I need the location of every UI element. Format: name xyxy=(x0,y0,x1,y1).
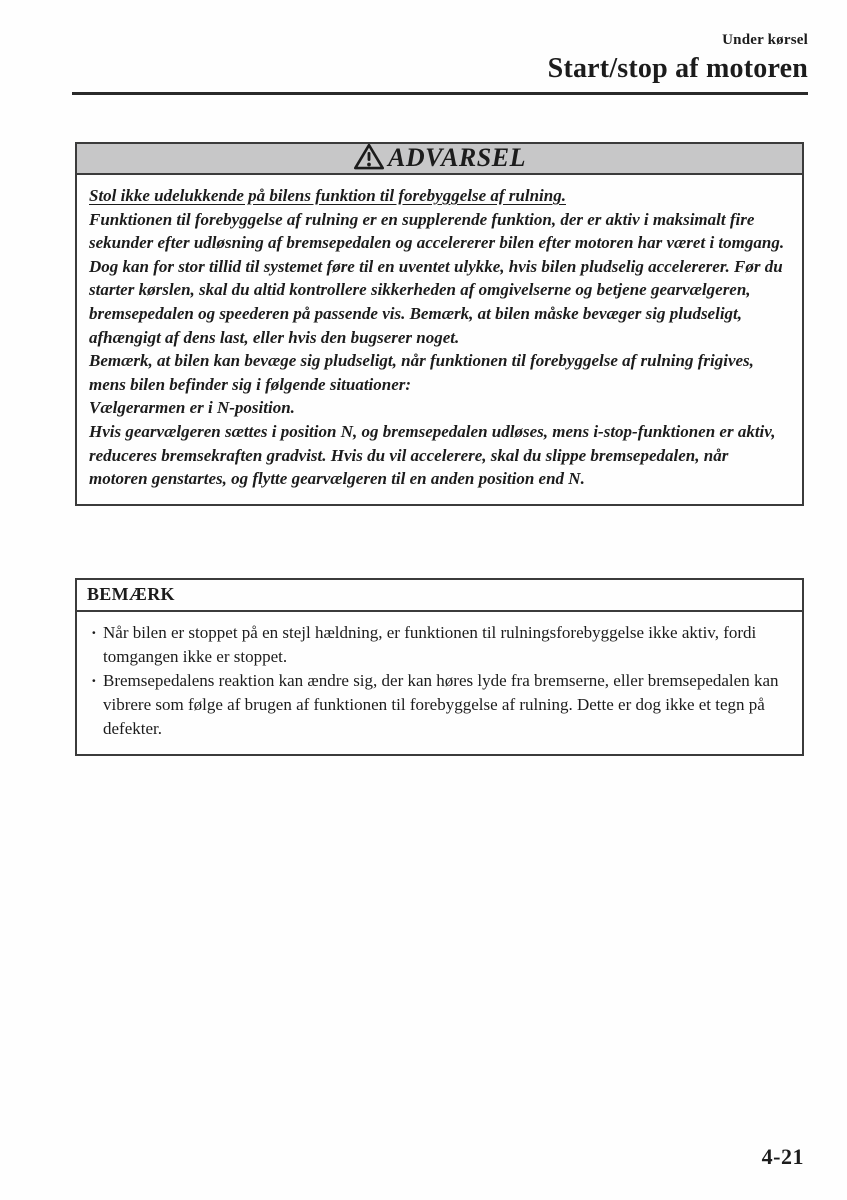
warning-triangle-icon xyxy=(353,142,385,176)
warning-box-header xyxy=(77,144,802,175)
note-box-title: BEMÆRK xyxy=(77,580,802,612)
bullet-marker: · xyxy=(91,623,97,642)
header-rule xyxy=(72,92,808,95)
warning-box xyxy=(75,142,804,506)
note-box xyxy=(75,578,804,756)
warning-paragraph: Funktionen til forebyggelse af rulning er en supplerende funktion, der er aktiv i maksimalt fire sekunder efter udløsning af bremsepedalen og accelererer bilen efter motoren har været i tomgang. Dog kan for stor tillid til systemet føre til en uventet ulykke, hvis bilen pludselig accelererer. Før du starter kørslen, skal du altid kontrollere sikkerheden af omgivelserne og betjene gearvælgeren, bremsepedalen og speederen på passende vis. Bemærk, at bilen måske bevæger sig pludseligt, afhængigt af dens last, eller hvis den bugserer noget. xyxy=(89,209,785,347)
section-label: Under kørsel xyxy=(722,32,808,48)
page-header xyxy=(72,30,808,95)
page-number: 4-21 xyxy=(761,1144,804,1169)
warning-paragraph: Bemærk, at bilen kan bevæge sig pludseligt, når funktionen til forebyggelse af rulning frigives, mens bilen befinder sig i følgende situationer: xyxy=(89,351,754,394)
bullet-marker: · xyxy=(91,671,97,690)
warning-title: ADVARSEL xyxy=(388,142,526,172)
warning-paragraph: Stol ikke udelukkende på bilens funktion til forebyggelse af rulning. xyxy=(89,186,566,205)
note-item-text: Når bilen er stoppet på en stejl hældning, er funktionen til rulningsforebyggelse ikke aktiv, fordi tomgangen ikke er stoppet. xyxy=(103,623,757,666)
list-item xyxy=(91,621,788,669)
warning-paragraph: Vælgerarmen er i N-position. xyxy=(89,398,295,418)
page-title: Start/stop af motoren xyxy=(547,53,808,84)
list-item xyxy=(91,669,788,741)
note-item-text: Bremsepedalens reaktion kan ændre sig, der kan høres lyde fra bremserne, eller bremsepedalen kan vibrere som følge af brugen af funktionen til forebyggelse af rulning. Dette er dog ikke et tegn på defekter. xyxy=(103,671,779,738)
note-box-body xyxy=(77,612,802,754)
warning-paragraph: Hvis gearvælgeren sættes i position N, og bremsepedalen udløses, mens i-stop-funktionen er aktiv, reduceres bremsekraften gradvist. Hvis du vil accelerere, skal du slippe bremsepedalen, når motoren genstartes, og flytte gearvælgeren til en anden position end N. xyxy=(89,421,776,489)
warning-box-body xyxy=(77,175,802,504)
